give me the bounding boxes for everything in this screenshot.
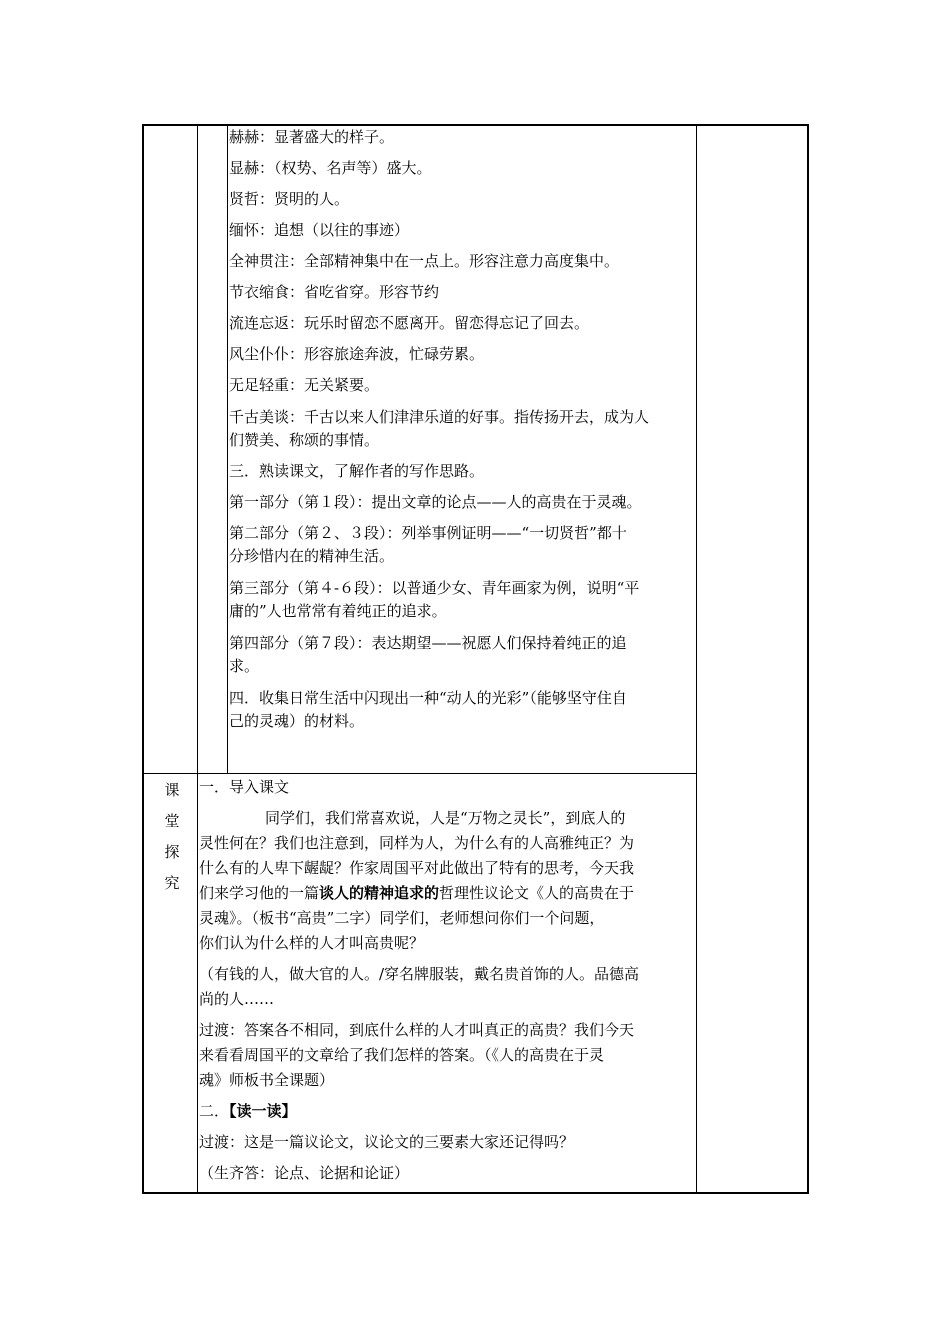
outline-part: 第三部分（第４-６段）：以普通少女、青年画家为例，说明“平 bbox=[229, 579, 640, 597]
definition-line: 缅怀：追想（以往的事迹） bbox=[229, 221, 410, 239]
section-title: 三．熟读课文，了解作者的写作思路。 bbox=[229, 462, 485, 480]
table-bottom-border bbox=[142, 1192, 809, 1194]
paragraph-line bbox=[199, 882, 634, 905]
bold-text: 谈人的精神追求的 bbox=[319, 884, 440, 902]
table-left-border bbox=[142, 124, 144, 1194]
text-run: 们来学习他的一篇 bbox=[199, 884, 320, 902]
definition-line: 风尘仆仆：形容旅途奔波，忙碌劳累。 bbox=[229, 345, 485, 363]
outline-part: 求。 bbox=[229, 657, 260, 675]
outline-part: 第一部分（第１段）：提出文章的论点——人的高贵在于灵魂。 bbox=[229, 493, 642, 511]
paragraph-line: 灵魂》。（板书“高贵”二字）同学们，老师想问你们一个问题， bbox=[199, 909, 605, 927]
side-label-char: 课 bbox=[164, 781, 180, 799]
definition-line: 们赞美、称颂的事情。 bbox=[229, 431, 380, 449]
text-run: 二． bbox=[199, 1102, 230, 1120]
definition-line: 贤哲：贤明的人。 bbox=[229, 190, 350, 208]
definition-line: 流连忘返：玩乐时留恋不愿离开。留恋得忘记了回去。 bbox=[229, 314, 590, 332]
column-divider-label bbox=[197, 124, 198, 1194]
definition-line: 无足轻重：无关紧要。 bbox=[229, 376, 380, 394]
definition-line: 赫赫：显著盛大的样子。 bbox=[229, 128, 395, 146]
transition-text: 来看看周国平的文章给了我们怎样的答案。（《人的高贵在于灵 bbox=[199, 1046, 605, 1064]
row-divider bbox=[142, 773, 697, 774]
section-title: 一．导入课文 bbox=[199, 778, 290, 796]
paragraph-line: 同学们，我们常喜欢说，人是“万物之灵长”，到底人的 bbox=[265, 809, 626, 827]
definition-line: 全神贯注：全部精神集中在一点上。形容注意力高度集中。 bbox=[229, 252, 620, 270]
section-title bbox=[199, 1100, 297, 1123]
paragraph-line: 什么有的人卑下龌龊？作家周国平对此做出了特有的思考，今天我 bbox=[199, 859, 635, 877]
text-run: 哲理性议论文《人的高贵在于 bbox=[439, 884, 635, 902]
paragraph-line: 你们认为什么样的人才叫高贵呢？ bbox=[199, 934, 425, 952]
outline-part: 第二部分（第２、３段）：列举事例证明——“一切贤哲”都十 bbox=[229, 524, 627, 542]
side-label-char: 堂 bbox=[164, 812, 180, 830]
column-divider-notes bbox=[696, 124, 697, 1194]
student-answer: （有钱的人，做大官的人。/穿名牌服装，戴名贵首饰的人。品德高 bbox=[199, 965, 640, 983]
outline-part: 第四部分（第７段）：表达期望——祝愿人们保持着纯正的追 bbox=[229, 634, 627, 652]
transition-text: 过渡：答案各不相同，到底什么样的人才叫真正的高贵？我们今天 bbox=[199, 1021, 635, 1039]
bold-text: 【读一读】 bbox=[229, 1102, 297, 1120]
definition-line: 千古美谈：千古以来人们津津乐道的好事。指传扬开去，成为人 bbox=[229, 408, 650, 426]
transition-text: 过渡：这是一篇议论文，议论文的三要素大家还记得吗？ bbox=[199, 1133, 575, 1151]
paragraph-line: 灵性何在？我们也注意到，同样为人，为什么有的人高雅纯正？为 bbox=[199, 834, 635, 852]
section-title: 己的灵魂）的材料。 bbox=[229, 712, 365, 730]
outline-part: 庸的”人也常常有着纯正的追求。 bbox=[229, 602, 447, 620]
inner-column-divider bbox=[227, 124, 228, 774]
student-answer: 尚的人…… bbox=[199, 990, 275, 1008]
student-answer: （生齐答：论点、论据和论证） bbox=[199, 1164, 410, 1182]
section-title: 四．收集日常生活中闪现出一种“动人的光彩”（能够坚守住自 bbox=[229, 689, 627, 707]
outline-part: 分珍惜内在的精神生活。 bbox=[229, 547, 395, 565]
side-label-char: 究 bbox=[164, 874, 180, 892]
definition-line: 节衣缩食：省吃省穿。形容节约 bbox=[229, 283, 440, 301]
side-label-char: 探 bbox=[164, 843, 180, 861]
table-right-border bbox=[807, 124, 809, 1194]
definition-line: 显赫：（权势、名声等）盛大。 bbox=[229, 159, 432, 177]
transition-text: 魂》师板书全课题） bbox=[199, 1071, 335, 1089]
